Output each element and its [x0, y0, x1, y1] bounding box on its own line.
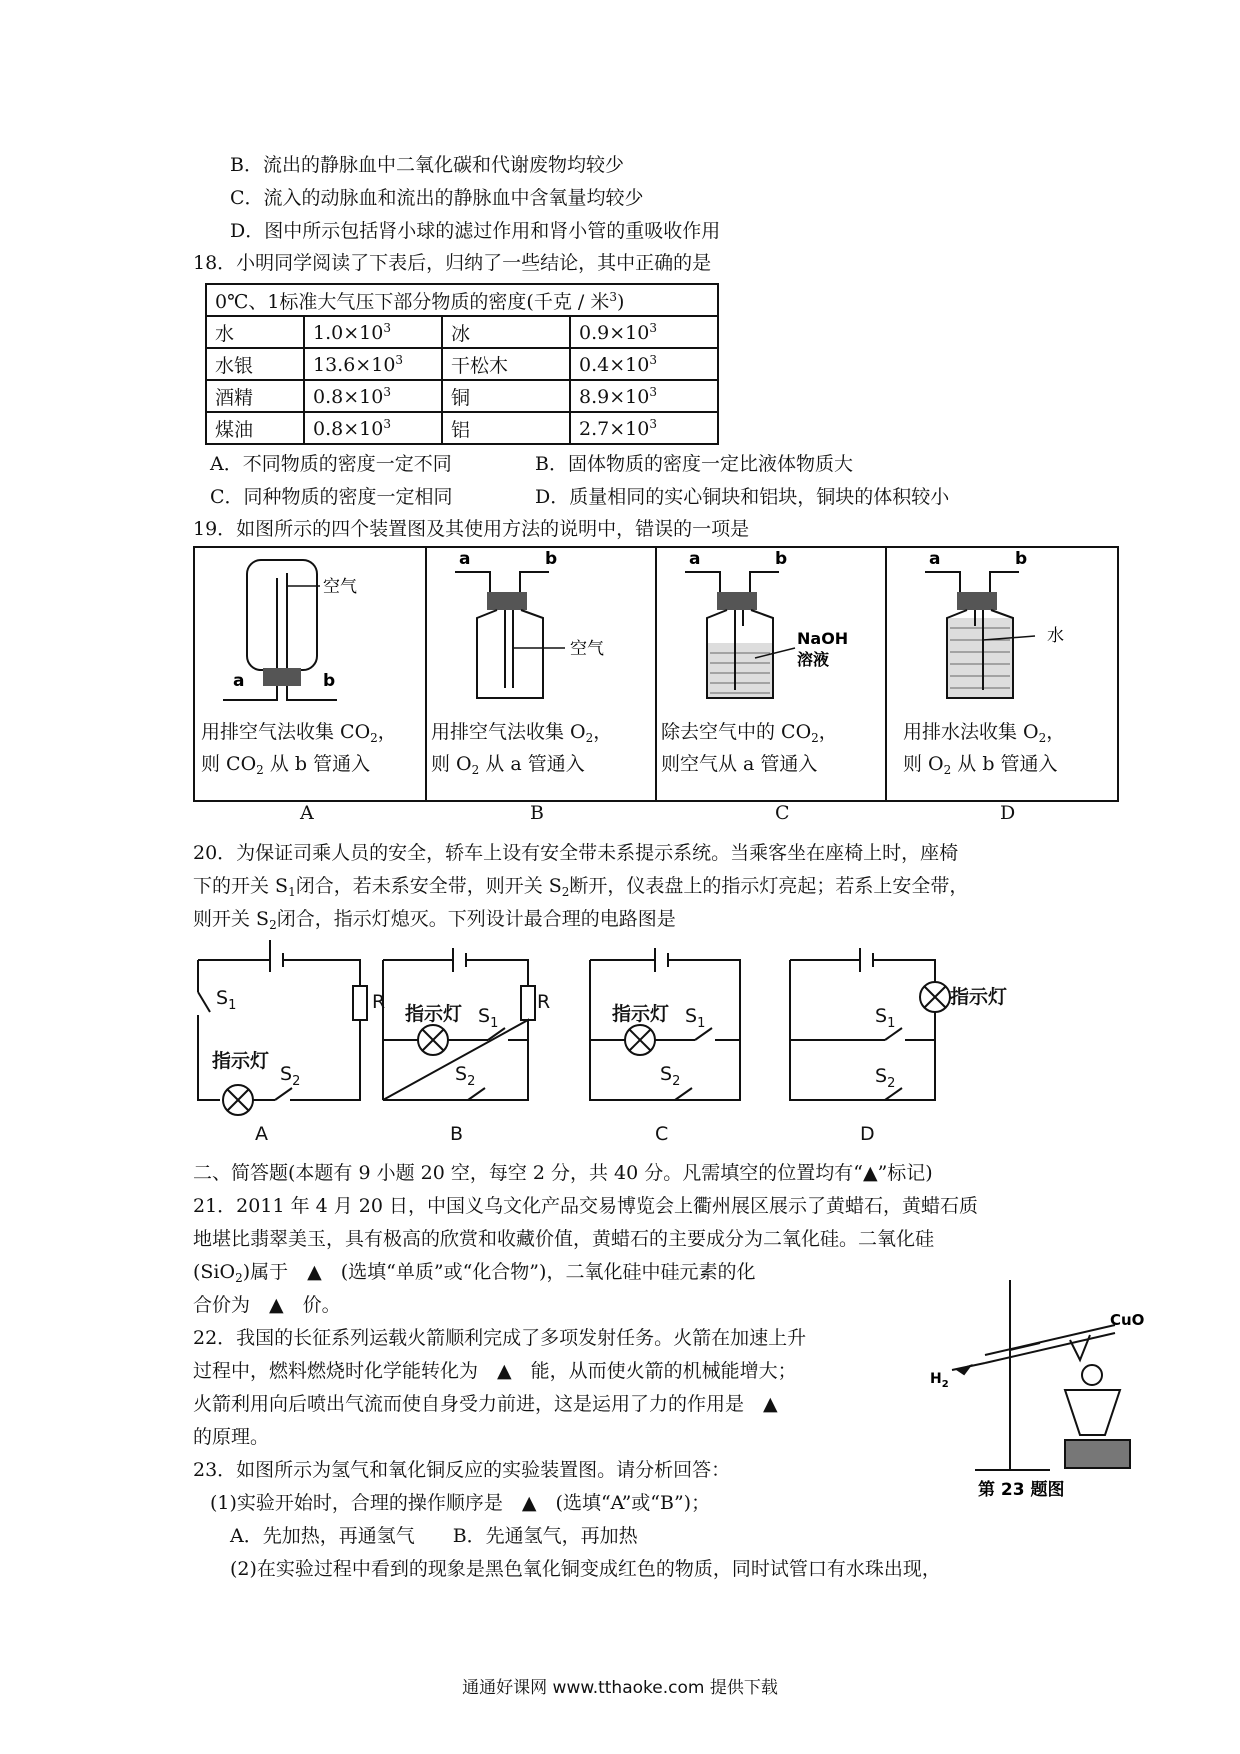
svg-text:b: b [323, 671, 336, 691]
q21-line-3: (SiO$_2$)属于 ▲ (选填“单质”或“化合物”)，二氧化硅中硅元素的化 [193, 1261, 756, 1285]
svg-text:S1: $S_1$ [478, 1005, 499, 1031]
page-footer: 通通好课网 www.tthaoke.com 提供下载 [462, 1678, 778, 1698]
caption-d: 用排水法收集 $O_2$， [903, 721, 1066, 745]
q22-line-4: 的原理。 [193, 1426, 270, 1448]
q19-letter-b: B [530, 802, 544, 824]
q21-line-2: 地堪比翡翠美玉，具有极高的欣赏和收藏价值，黄蜡石的主要成分为二氧化硅。二氧化硅 [193, 1228, 935, 1250]
q18-option-d: D．质量相同的实心铜块和铝块，铜块的体积较小 [535, 486, 950, 508]
table-row: 水 $1.0\times 10^3$ 冰 $0.9\times 10^3$ [206, 316, 718, 348]
q19-letter-a: A [300, 802, 314, 824]
svg-text:溶液: 溶液 [797, 650, 830, 669]
q22-line-1: 22．我国的长征系列运载火箭顺利完成了多项发射任务。火箭在加速上升 [193, 1327, 807, 1349]
circuit-d [790, 948, 950, 1100]
svg-text:空气: 空气 [570, 639, 604, 659]
q23-apparatus-figure [930, 1275, 1145, 1500]
svg-text:S2: $S_2$ [455, 1063, 476, 1089]
q18-option-a: A．不同物质的密度一定不同 [210, 453, 452, 475]
caption-b: 用排空气法收集 $O_2$， [431, 721, 613, 745]
svg-text:S1: $S_1$ [216, 987, 237, 1013]
q20-line-3: 则开关 $S_2$闭合，指示灯熄灭。下列设计最合理的电路图是 [193, 908, 676, 932]
q23-part-2: (2)在实验过程中看到的现象是黑色氧化铜变成红色的物质，同时试管口有水珠出现， [230, 1558, 941, 1580]
caption-a: 用排空气法收集 $CO_2$， [201, 721, 397, 745]
gas-bottle-diagram [425, 548, 655, 713]
apparatus-b: 空气 a b 用排空气法收集 $O_2$， 则 $O_2$ 从 a 管通入 [425, 548, 657, 800]
svg-text:H2: $H_2$ [930, 1371, 949, 1390]
svg-text:D: D [860, 1123, 875, 1145]
section-2-heading: 二、简答题(本题有 9 小题 20 空，每空 2 分，共 40 分。凡需填空的位置均有“▲”标记) [193, 1162, 933, 1184]
svg-text:S2: $S_2$ [660, 1063, 681, 1089]
svg-text:a: a [233, 671, 245, 691]
q20-line-2: 下的开关 $S_1$闭合，若未系安全带，则开关 $S_2$断开，仪表盘上的指示灯亮起；若系上安全带， [193, 875, 969, 899]
q17-option-b: B．流出的静脉血中二氧化碳和代谢废物均较少 [230, 154, 624, 176]
svg-text:a: a [929, 549, 941, 569]
table-row: 水银 $13.6\times 10^3$ 干松木 $0.4\times 10^3$ [206, 348, 718, 380]
q23-options: A．先加热，再通氢气 B．先通氢气，再加热 [230, 1525, 638, 1547]
svg-text:R: R [537, 991, 551, 1013]
svg-text:b: b [1015, 549, 1028, 569]
water-bottle-diagram [885, 548, 1115, 713]
table-row: 酒精 $0.8\times 10^3$ 铜 $8.9\times 10^3$ [206, 380, 718, 412]
svg-text:第 23 题图: 第 23 题图 [978, 1480, 1065, 1500]
table-row: 煤油 $0.8\times 10^3$ 铝 $2.7\times 10^3$ [206, 412, 718, 444]
q22-line-3: 火箭利用向后喷出气流而使自身受力前进，这是运用了力的作用是 ▲ [193, 1393, 778, 1415]
q17-option-c: C．流入的动脉血和流出的静脉血中含氧量均较少 [230, 187, 644, 209]
q18-option-c: C．同种物质的密度一定相同 [210, 486, 453, 508]
q23-part-1: (1)实验开始时，合理的操作顺序是 ▲ (选填“A”或“B”)； [210, 1492, 711, 1514]
q19-letter-d: D [1000, 802, 1016, 824]
svg-text:S2: $S_2$ [875, 1065, 896, 1091]
svg-text:S1: $S_1$ [875, 1005, 896, 1031]
svg-text:指示灯: 指示灯 [612, 1003, 670, 1025]
caption-c: 除去空气中的 $CO_2$， [661, 721, 838, 745]
svg-text:C: C [655, 1123, 669, 1145]
svg-text:NaOH: NaOH [797, 629, 849, 648]
q22-line-2: 过程中，燃料燃烧时化学能转化为 ▲ 能，从而使火箭的机械能增大； [193, 1360, 797, 1382]
svg-text:CuO: CuO [1110, 1311, 1145, 1329]
svg-text:空气: 空气 [323, 577, 357, 597]
apparatus-a: 空气 a b 用排空气法收集 $CO_2$， 则 $CO_2$ 从 b 管通入 [195, 548, 427, 800]
svg-text:a: a [689, 549, 701, 569]
apparatus-d: 水 a b 用排水法收集 $O_2$， 则 $O_2$ 从 b 管通入 [885, 548, 1115, 800]
q19-apparatus-figure [193, 546, 1119, 802]
circuit-a [198, 940, 367, 1115]
q20-line-1: 20．为保证司乘人员的安全，轿车上设有安全带未系提示系统。当乘客坐在座椅上时，座椅 [193, 842, 959, 864]
svg-text:S1: $S_1$ [685, 1005, 706, 1031]
svg-text:B: B [450, 1123, 464, 1145]
svg-text:R: R [372, 991, 386, 1013]
density-table [205, 283, 719, 445]
table-title: 0℃、1标准大气压下部分物质的密度(千克 / 米$^3$) [206, 284, 718, 316]
q20-circuit-diagrams [180, 940, 1080, 1155]
svg-text:水: 水 [1047, 626, 1064, 646]
q21-line-1: 21．2011 年 4 月 20 日，中国义乌文化产品交易博览会上衢州展区展示了黄蜡石，黄蜡石质 [193, 1195, 978, 1217]
q19-letter-c: C [775, 802, 790, 824]
apparatus-c: NaOH 溶液 a b 除去空气中的 $CO_2$， 则空气从 a 管通入 [655, 548, 887, 800]
svg-text:b: b [775, 549, 788, 569]
svg-text:a: a [459, 549, 471, 569]
svg-text:b: b [545, 549, 558, 569]
q23-stem: 23．如图所示为氢气和氧化铜反应的实验装置图。请分析回答： [193, 1459, 731, 1481]
q17-option-d: D．图中所示包括肾小球的滤过作用和肾小管的重吸收作用 [230, 220, 721, 242]
inverted-bottle-diagram [195, 548, 425, 713]
naoh-bottle-diagram [655, 548, 885, 713]
svg-text:指示灯: 指示灯 [212, 1050, 270, 1072]
q21-line-4: 合价为 ▲ 价。 [193, 1294, 341, 1316]
q18-stem: 18．小明同学阅读了下表后，归纳了一些结论，其中正确的是 [193, 252, 712, 274]
svg-text:S2: $S_2$ [280, 1063, 301, 1089]
q19-stem: 19．如图所示的四个装置图及其使用方法的说明中，错误的一项是 [193, 518, 750, 540]
svg-text:指示灯: 指示灯 [405, 1003, 463, 1025]
q18-option-b: B．固体物质的密度一定比液体物质大 [535, 453, 853, 475]
svg-text:A: A [255, 1123, 268, 1145]
svg-text:指示灯: 指示灯 [950, 986, 1008, 1008]
